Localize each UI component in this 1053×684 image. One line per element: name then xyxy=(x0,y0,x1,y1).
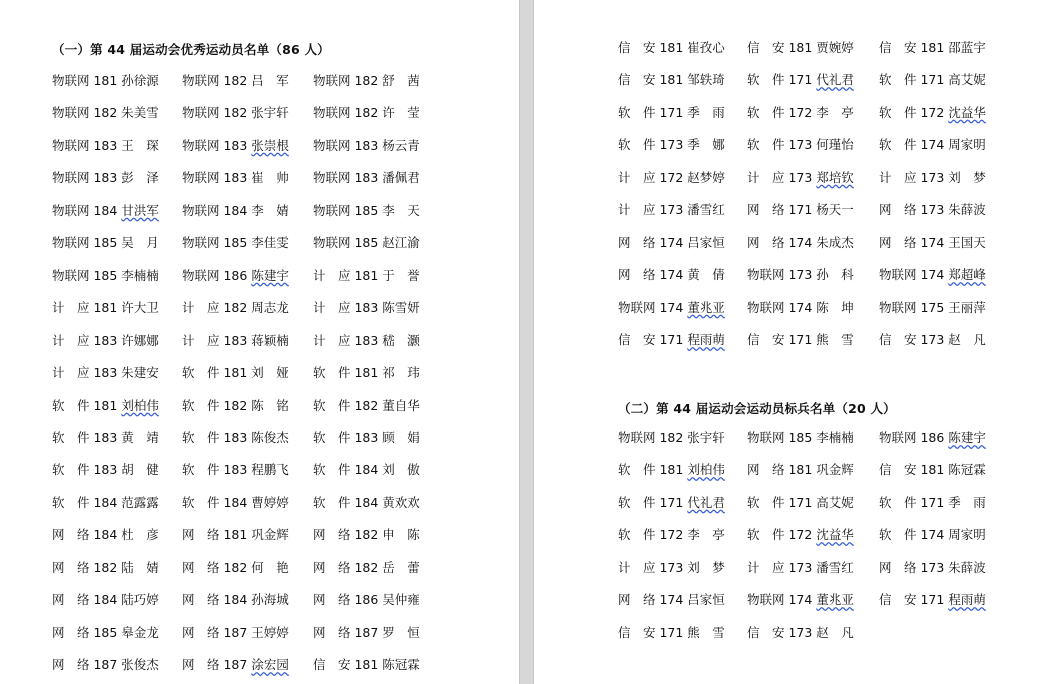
athlete-entry: 物联网 186 陈建宇 xyxy=(182,267,289,283)
spellcheck-underline: 张崇根 xyxy=(251,137,289,153)
athlete-entry: 物联网 183 杨云青 xyxy=(313,137,420,153)
athlete-entry: 物联网 186 陈建宇 xyxy=(879,430,986,445)
athlete-entry: 网 络 182 岳 蕾 xyxy=(313,559,420,575)
table-row xyxy=(534,525,1053,545)
document-page-right xyxy=(534,0,1053,684)
athlete-entry: 计 应 173 刘 梦 xyxy=(618,559,725,575)
athlete-entry: 计 应 172 赵梦婷 xyxy=(618,169,725,185)
athlete-entry: 网 络 184 杜 彦 xyxy=(52,527,159,543)
table-row xyxy=(534,558,1053,578)
spellcheck-underline: 沈益华 xyxy=(948,104,986,120)
athlete-entry: 物联网 185 赵江渝 xyxy=(313,235,420,251)
athlete-entry: 网 络 187 涂宏园 xyxy=(182,657,289,673)
spellcheck-underline: 陈建宇 xyxy=(251,267,289,283)
athlete-entry: 软 件 181 刘 娅 xyxy=(182,365,289,381)
athlete-entry: 网 络 187 王婷婷 xyxy=(182,624,289,640)
athlete-entry: 软 件 184 曹婷婷 xyxy=(182,494,289,510)
athlete-entry: 软 件 171 代礼君 xyxy=(747,72,854,88)
athlete-entry: 信 安 171 程雨萌 xyxy=(618,332,725,348)
athlete-entry: 物联网 185 吴 月 xyxy=(52,235,159,251)
athlete-entry: 物联网 183 崔 帅 xyxy=(182,170,289,186)
athlete-entry: 网 络 174 黄 倩 xyxy=(618,267,725,283)
athlete-entry: 物联网 182 朱美雪 xyxy=(52,105,159,121)
table-row xyxy=(0,525,519,545)
athlete-entry: 物联网 183 王 琛 xyxy=(52,137,159,153)
athlete-entry: 计 应 183 嵇 灏 xyxy=(313,332,420,348)
athlete-entry: 软 件 181 刘柏伟 xyxy=(618,462,725,478)
athlete-entry: 物联网 185 李佳雯 xyxy=(182,235,289,251)
athlete-entry: 软 件 183 胡 健 xyxy=(52,462,159,478)
athlete-entry: 软 件 184 黄欢欢 xyxy=(313,494,420,510)
athlete-entry: 软 件 171 高艾妮 xyxy=(879,72,986,88)
table-row xyxy=(0,363,519,383)
table-row xyxy=(0,71,519,91)
athlete-entry: 物联网 174 郑超峰 xyxy=(879,267,986,283)
athlete-entry: 软 件 183 陈俊杰 xyxy=(182,429,289,445)
athlete-entry: 物联网 174 陈 坤 xyxy=(747,299,854,315)
athlete-entry: 计 应 181 于 誉 xyxy=(313,267,420,283)
athlete-entry: 网 络 187 罗 恒 xyxy=(313,624,420,640)
spellcheck-underline: 郑培钦 xyxy=(816,169,854,185)
athlete-entry: 信 安 181 贾婉婷 xyxy=(747,40,854,55)
athlete-entry: 网 络 184 孙海城 xyxy=(182,592,289,608)
athlete-entry: 网 络 181 巩金辉 xyxy=(182,527,289,543)
athlete-entry: 网 络 174 王国天 xyxy=(879,234,986,250)
table-row xyxy=(534,590,1053,610)
table-row xyxy=(0,298,519,318)
athlete-entry: 软 件 171 代礼君 xyxy=(618,494,725,510)
athlete-entry: 信 安 181 陈冠霖 xyxy=(879,462,986,478)
spellcheck-underline: 董兆亚 xyxy=(687,299,725,315)
spellcheck-underline: 刘柏伟 xyxy=(687,462,725,478)
section-heading-outstanding-athletes: （一）第 44 届运动会优秀运动员名单（86 人） xyxy=(52,42,330,57)
athlete-entry: 物联网 185 李楠楠 xyxy=(747,430,854,445)
athlete-entry: 计 应 173 刘 梦 xyxy=(879,169,986,185)
athlete-entry: 信 安 171 熊 雪 xyxy=(747,332,854,348)
table-row xyxy=(0,136,519,156)
document-page-left xyxy=(0,0,519,684)
athlete-entry: 软 件 181 祁 玮 xyxy=(313,365,420,381)
spellcheck-underline: 刘柏伟 xyxy=(121,397,159,413)
athlete-entry: 软 件 183 顾 娟 xyxy=(313,429,420,445)
athlete-entry: 信 安 181 陈冠霖 xyxy=(313,657,420,673)
table-row xyxy=(534,298,1053,318)
spellcheck-underline: 程雨萌 xyxy=(948,592,986,608)
athlete-entry: 软 件 174 周家明 xyxy=(879,527,986,543)
table-row xyxy=(534,103,1053,123)
athlete-entry: 网 络 182 陆 婧 xyxy=(52,559,159,575)
athlete-entry: 网 络 182 何 艳 xyxy=(182,559,289,575)
athlete-entry: 信 安 173 赵 凡 xyxy=(879,332,986,348)
table-row xyxy=(534,168,1053,188)
athlete-entry: 软 件 181 刘柏伟 xyxy=(52,397,159,413)
table-row xyxy=(534,493,1053,513)
spellcheck-underline: 程雨萌 xyxy=(687,332,725,348)
table-row xyxy=(534,623,1053,643)
spellcheck-underline: 代礼君 xyxy=(816,72,854,88)
athlete-entry: 软 件 173 何瑾怡 xyxy=(747,137,854,153)
table-row xyxy=(0,396,519,416)
athlete-entry: 软 件 173 季 娜 xyxy=(618,137,725,153)
athlete-entry: 计 应 182 周志龙 xyxy=(182,300,289,316)
table-row xyxy=(534,70,1053,90)
athlete-entry: 计 应 173 潘雪红 xyxy=(618,202,725,218)
athlete-entry: 计 应 173 潘雪红 xyxy=(747,559,854,575)
athlete-entry: 网 络 184 陆巧婷 xyxy=(52,592,159,608)
athlete-entry: 软 件 183 程鹏飞 xyxy=(182,462,289,478)
athlete-entry: 网 络 174 吕家恒 xyxy=(618,234,725,250)
table-row xyxy=(0,201,519,221)
athlete-entry: 软 件 171 季 雨 xyxy=(879,494,986,510)
athlete-entry: 信 安 171 程雨萌 xyxy=(879,592,986,608)
athlete-entry: 计 应 183 许娜娜 xyxy=(52,332,159,348)
table-row xyxy=(534,428,1053,448)
athlete-entry: 信 安 171 熊 雪 xyxy=(618,624,725,640)
athlete-entry: 网 络 186 吴仲雍 xyxy=(313,592,420,608)
table-row xyxy=(0,623,519,643)
athlete-entry: 物联网 174 董兆亚 xyxy=(618,299,725,315)
athlete-entry: 物联网 175 王丽萍 xyxy=(879,299,986,315)
athlete-entry: 计 应 183 陈雪妍 xyxy=(313,300,420,316)
athlete-entry: 物联网 183 彭 泽 xyxy=(52,170,159,186)
table-row xyxy=(534,460,1053,480)
athlete-entry: 计 应 181 许大卫 xyxy=(52,300,159,316)
spellcheck-underline: 甘洪军 xyxy=(121,202,159,218)
table-row xyxy=(0,590,519,610)
athlete-entry: 软 件 171 高艾妮 xyxy=(747,494,854,510)
athlete-entry: 网 络 187 张俊杰 xyxy=(52,657,159,673)
athlete-entry: 物联网 181 孙徐源 xyxy=(52,73,159,88)
table-row xyxy=(534,233,1053,253)
athlete-entry: 软 件 183 黄 靖 xyxy=(52,429,159,445)
athlete-entry: 网 络 173 朱薛波 xyxy=(879,202,986,218)
spellcheck-underline: 陈建宇 xyxy=(948,430,986,445)
athlete-entry: 信 安 181 邹轶琦 xyxy=(618,72,725,88)
athlete-entry: 网 络 174 朱成杰 xyxy=(747,234,854,250)
table-row xyxy=(0,331,519,351)
athlete-entry: 物联网 182 张宇轩 xyxy=(182,105,289,121)
spellcheck-underline: 董兆亚 xyxy=(816,592,854,608)
athlete-entry: 物联网 184 甘洪军 xyxy=(52,202,159,218)
table-row xyxy=(0,460,519,480)
athlete-entry: 网 络 171 杨天一 xyxy=(747,202,854,218)
athlete-entry: 软 件 182 董自华 xyxy=(313,397,420,413)
athlete-entry: 物联网 184 李 婧 xyxy=(182,202,289,218)
athlete-entry: 网 络 185 皋金龙 xyxy=(52,624,159,640)
athlete-entry: 软 件 172 李 亭 xyxy=(747,104,854,120)
athlete-entry: 网 络 182 申 陈 xyxy=(313,527,420,543)
spellcheck-underline: 郑超峰 xyxy=(948,267,986,283)
table-row xyxy=(534,135,1053,155)
athlete-entry: 物联网 182 吕 军 xyxy=(182,73,289,88)
athlete-entry: 网 络 174 吕家恒 xyxy=(618,592,725,608)
athlete-entry: 物联网 182 张宇轩 xyxy=(618,430,725,445)
athlete-entry: 物联网 182 舒 茜 xyxy=(313,73,420,88)
spellcheck-underline: 代礼君 xyxy=(687,494,725,510)
athlete-entry: 软 件 182 陈 铭 xyxy=(182,397,289,413)
athlete-entry: 网 络 173 朱薛波 xyxy=(879,559,986,575)
table-row xyxy=(0,428,519,448)
athlete-entry: 计 应 173 郑培钦 xyxy=(747,169,854,185)
athlete-entry: 软 件 184 范露露 xyxy=(52,494,159,510)
athlete-entry: 软 件 174 周家明 xyxy=(879,137,986,153)
section-heading-model-athletes: （二）第 44 届运动会运动员标兵名单（20 人） xyxy=(618,401,896,416)
athlete-entry: 网 络 181 巩金辉 xyxy=(747,462,854,478)
table-row xyxy=(534,265,1053,285)
athlete-entry: 物联网 174 董兆亚 xyxy=(747,592,854,608)
athlete-entry: 物联网 183 潘佩君 xyxy=(313,170,420,186)
athlete-entry: 计 应 183 蒋颖楠 xyxy=(182,332,289,348)
table-row xyxy=(0,233,519,253)
athlete-entry: 软 件 172 沈益华 xyxy=(747,527,854,543)
athlete-entry: 信 安 181 崔孜心 xyxy=(618,40,725,55)
athlete-entry: 物联网 183 张崇根 xyxy=(182,137,289,153)
athlete-entry: 物联网 185 李 天 xyxy=(313,202,420,218)
athlete-entry: 软 件 171 季 雨 xyxy=(618,104,725,120)
athlete-entry: 物联网 182 许 莹 xyxy=(313,105,420,121)
athlete-entry: 信 安 181 邵蓝宇 xyxy=(879,40,986,55)
table-row xyxy=(534,330,1053,350)
table-row xyxy=(0,103,519,123)
athlete-entry: 信 安 173 赵 凡 xyxy=(747,624,854,640)
table-row xyxy=(534,38,1053,58)
athlete-entry: 计 应 183 朱建安 xyxy=(52,365,159,381)
table-row xyxy=(0,168,519,188)
athlete-entry: 软 件 172 李 亭 xyxy=(618,527,725,543)
table-row xyxy=(534,200,1053,220)
table-row xyxy=(0,655,519,675)
table-row xyxy=(0,493,519,513)
spellcheck-underline: 涂宏园 xyxy=(251,657,289,673)
table-row xyxy=(0,558,519,578)
page-gutter xyxy=(519,0,534,684)
athlete-entry: 软 件 184 刘 傲 xyxy=(313,462,420,478)
athlete-entry: 物联网 185 李楠楠 xyxy=(52,267,159,283)
athlete-entry: 软 件 172 沈益华 xyxy=(879,104,986,120)
table-row xyxy=(0,266,519,286)
athlete-entry: 物联网 173 孙 科 xyxy=(747,267,854,283)
spellcheck-underline: 沈益华 xyxy=(816,527,854,543)
